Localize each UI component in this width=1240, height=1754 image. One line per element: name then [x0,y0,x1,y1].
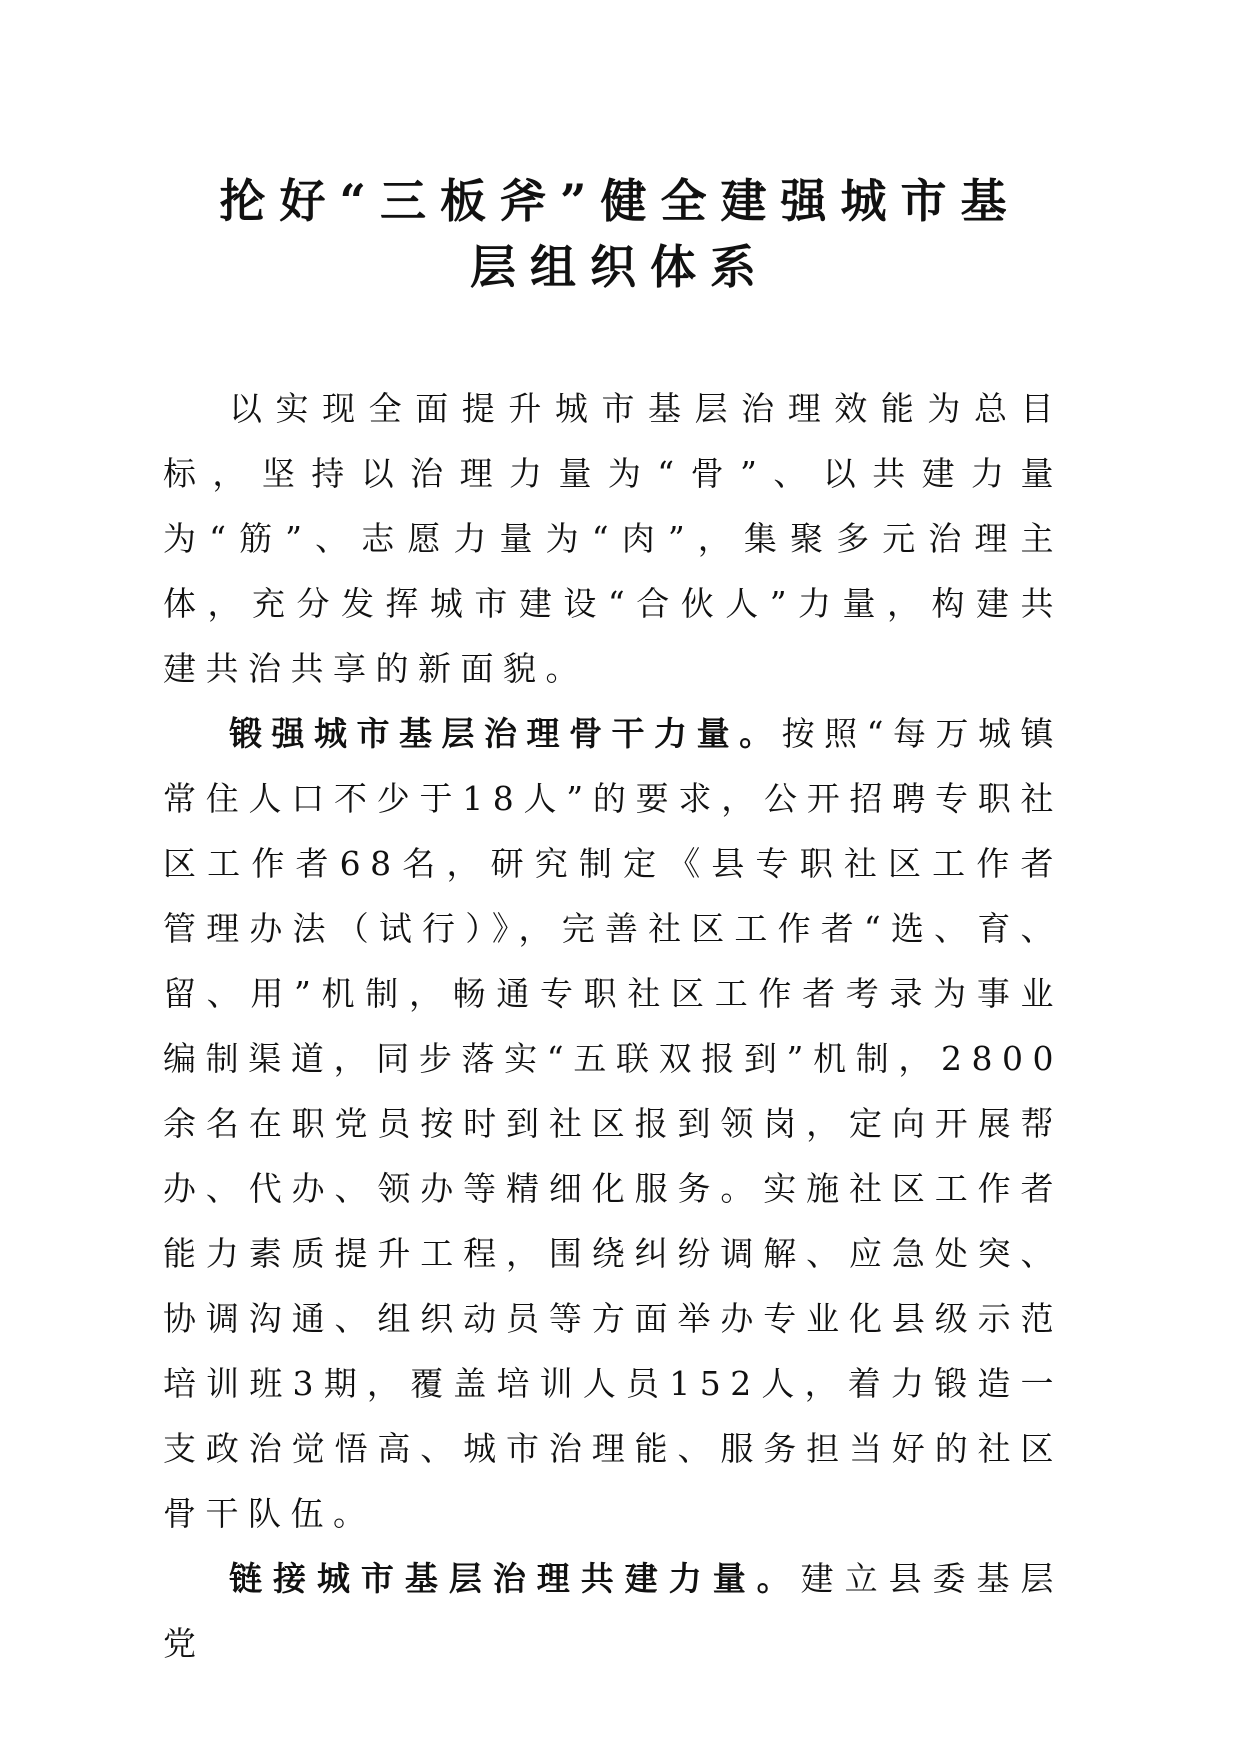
paragraph-intro-text: 以实现全面提升城市基层治理效能为总目标，坚持以治理力量为“骨”、以共建力量为“筋”、志愿力量为“肉”，集聚多元治理主体，充分发挥城市建设“合伙人”力量，构建共建共治共享的新面貌。 [163,389,1063,688]
paragraph-backbone-text: 按照“每万城镇常住人口不少于18人”的要求，公开招聘专职社区工作者68名，研究制定《县专职社区工作者管理办法（试行）》，完善社区工作者“选、育、留、用”机制，畅通专职社区工作者考录为事业编制渠道，同步落实“五联双报到”机制，2800余名在职党员按时到社区报到领岗，定向开展帮办、代办、领办等精细化服务。实施社区工作者能力素质提升工程，围绕纠纷调解、应急处突、协调沟通、组织动员等方面举办专业化县级示范培训班3期，覆盖培训人员152人，着力锻造一支政治觉悟高、城市治理能、服务担当好的社区骨干队伍。 [163,714,1064,1533]
paragraph-cobuild-heading: 链接城市基层治理共建力量。 [229,1559,801,1598]
paragraph-cobuild-text: 建立县委基层党 [163,1559,1064,1663]
paragraph-intro [163,376,1063,701]
title-line-2: 层组织体系 [470,240,770,294]
paragraph-backbone-force [163,701,1063,1546]
document-title [150,168,1090,300]
title-line-1: 抡好“三板斧”健全建强城市基 [219,174,1021,228]
document-body [163,376,1063,1676]
paragraph-cobuild-force [163,1546,1063,1676]
paragraph-backbone-heading: 锻强城市基层治理骨干力量。 [229,714,782,753]
